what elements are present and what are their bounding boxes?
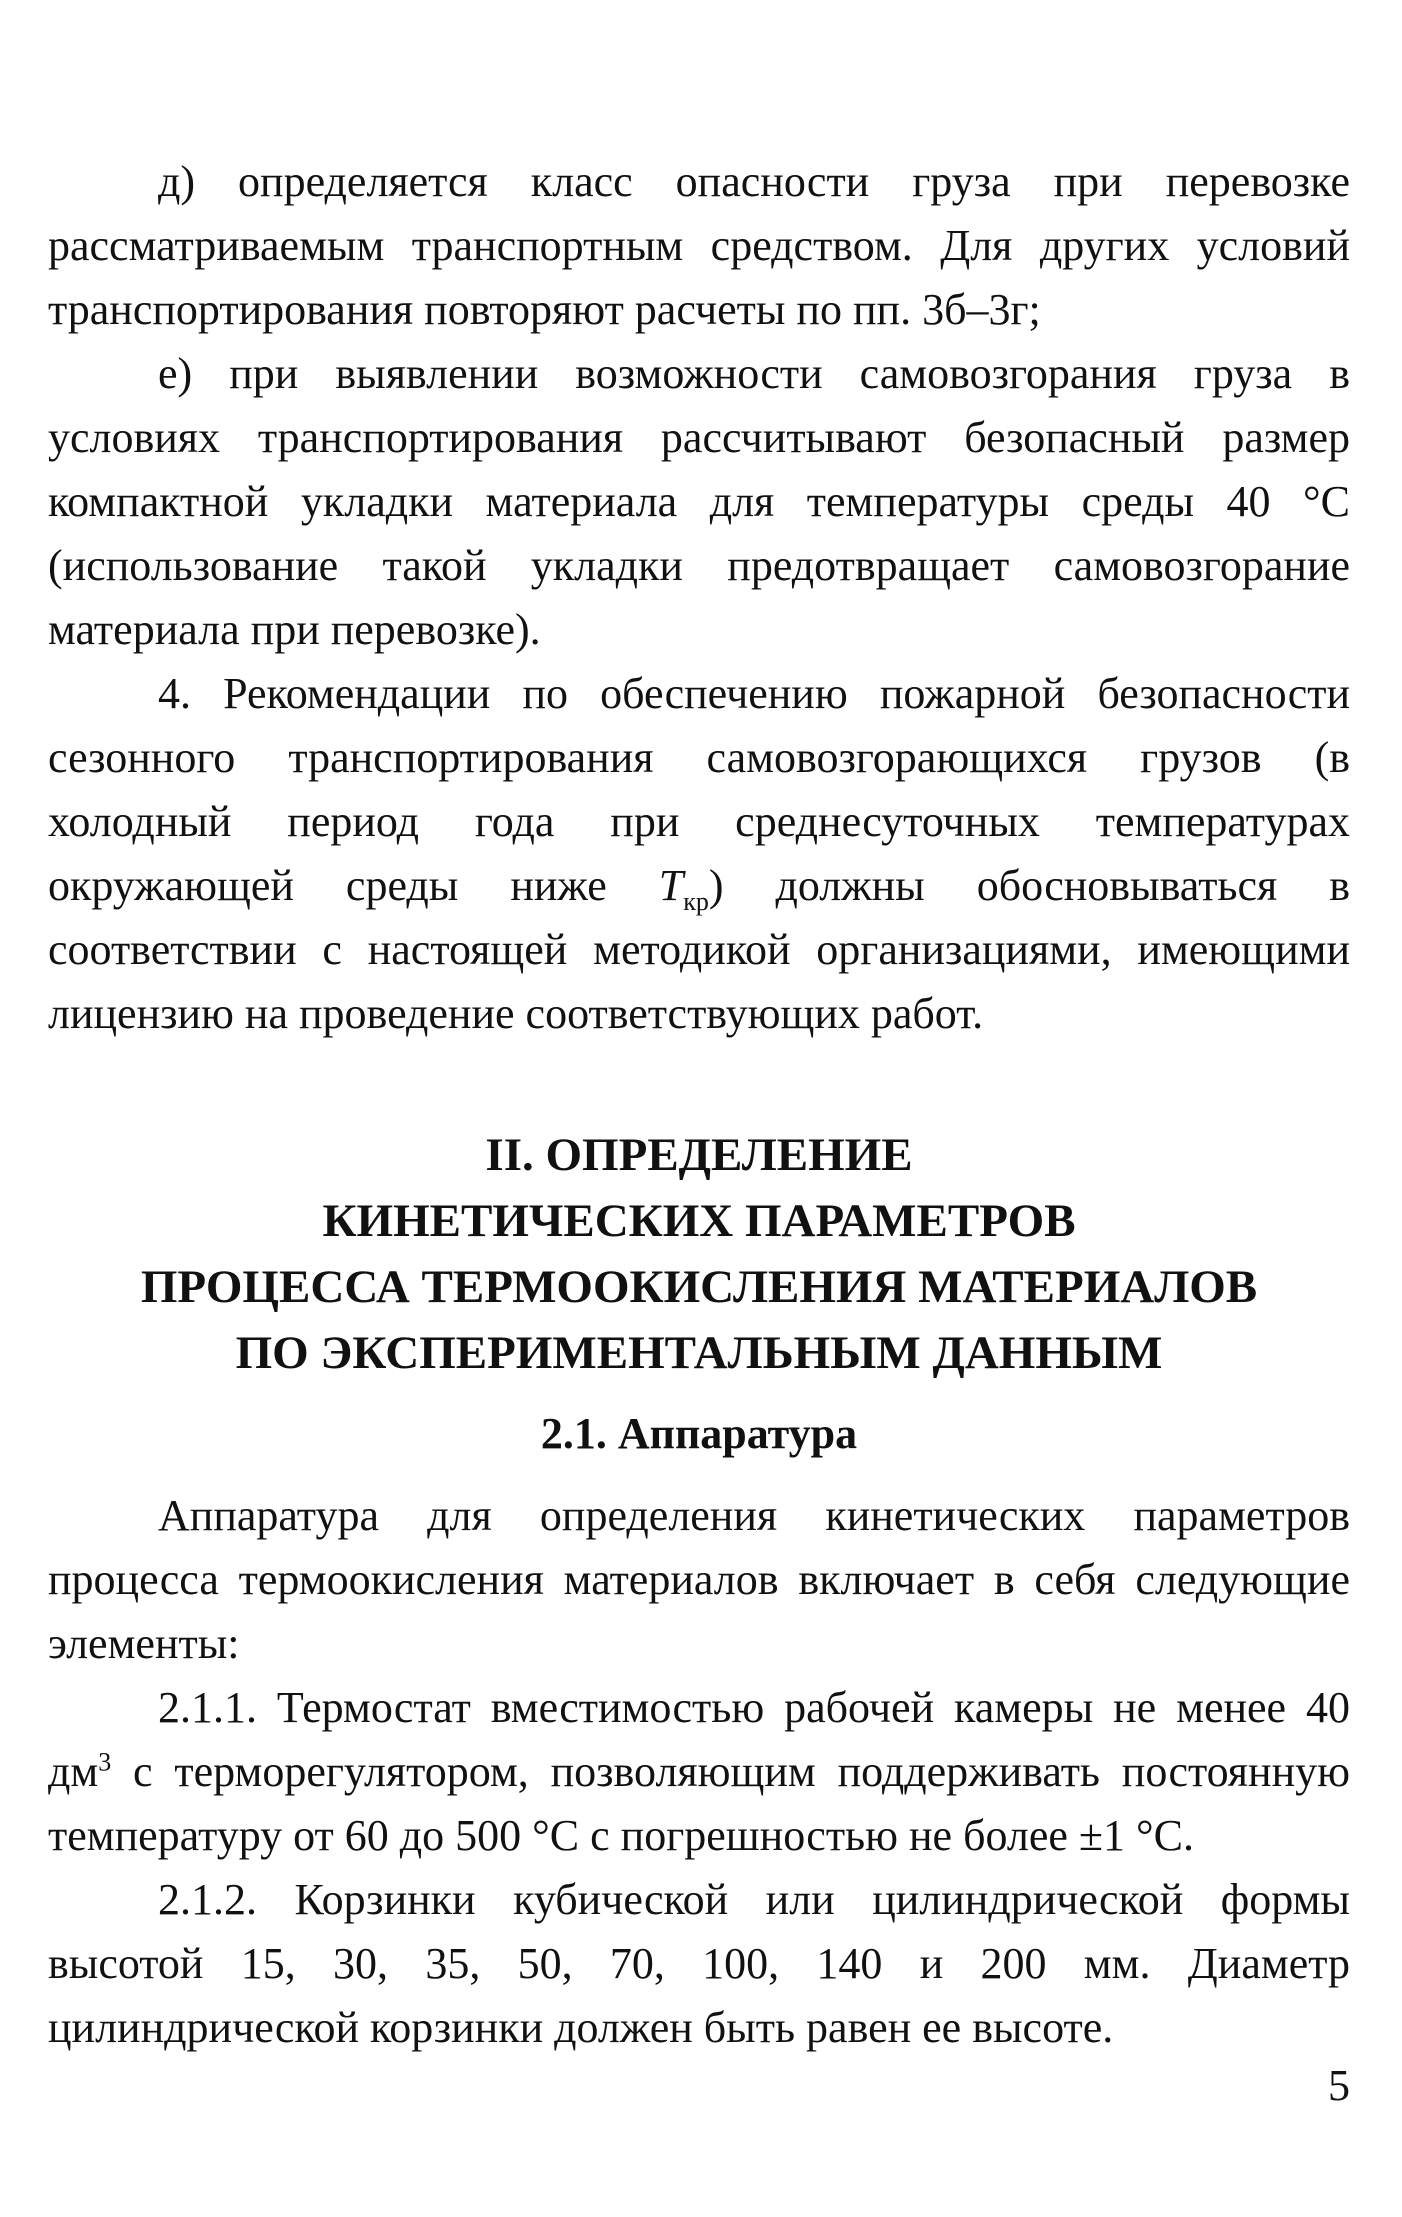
section-heading [48, 1122, 1350, 1386]
document-page [48, 150, 1350, 2060]
cubic-superscript: 3 [98, 1747, 112, 1777]
page-number: 5 [1328, 2061, 1350, 2110]
paragraph-4 [48, 662, 1350, 1046]
item-2-1-1-text-after: с терморегулятором, позволяющим поддерживать постоянную температуру от 60 до 500 °С с погрешностью не более ±1 °С. [48, 1747, 1350, 1860]
paragraph-e: е) при выявлении возможности самовозгорания груза в условиях транспортирования рассчитывают безопасный размер компактной укладки материала для температуры среды 40 °С (использование такой укладки предотвращает самовозгорание материала при перевозке). [48, 349, 1350, 654]
section-title-line-4: ПО ЭКСПЕРИМЕНТАЛЬНЫМ ДАННЫМ [235, 1327, 1163, 1379]
section-title-line-2: КИНЕТИЧЕСКИХ ПАРАМЕТРОВ [322, 1195, 1076, 1247]
section-title-line-3: ПРОЦЕССА ТЕРМООКИСЛЕНИЯ МАТЕРИАЛОВ [140, 1261, 1258, 1313]
paragraph-d: д) определяется класс опасности груза при перевозке рассматриваемым транспортным средством. Для других условий транспортирования повторяют расчеты по пп. 3б–3г; [48, 157, 1350, 334]
item-2-1-1-text-before: 2.1.1. Термостат вместимостью рабочей камеры не менее 40 дм [48, 1683, 1350, 1796]
paragraph-4-text-before: 4. Рекомендации по обеспечению пожарной безопасности сезонного транспортирования самовозгорающихся грузов (в холодный период года при среднесуточных температурах окружающей среды ниже [48, 669, 1350, 910]
subsection-title: 2.1. Аппаратура [540, 1409, 858, 1458]
critical-temperature-subscript: кр [683, 886, 709, 916]
section-title-line-1: II. ОПРЕДЕЛЕНИЕ [485, 1129, 913, 1181]
apparatus-intro: Аппаратура для определения кинетических параметров процесса термоокисления материалов включает в себя следующие элементы: [48, 1491, 1350, 1668]
critical-temperature-symbol: T [658, 861, 684, 910]
item-2-1-2: 2.1.2. Корзинки кубической или цилиндрической формы высотой 15, 30, 35, 50, 70, 100, 140 и 200 мм. Диаметр цилиндрической корзинки должен быть равен ее высоте. [48, 1875, 1350, 2052]
paragraph-4-text-after: ) должны обосновываться в соответствии с настоящей методикой организациями, имеющими лицензию на проведение соответствующих работ. [48, 861, 1350, 1038]
item-2-1-1 [48, 1676, 1350, 1868]
